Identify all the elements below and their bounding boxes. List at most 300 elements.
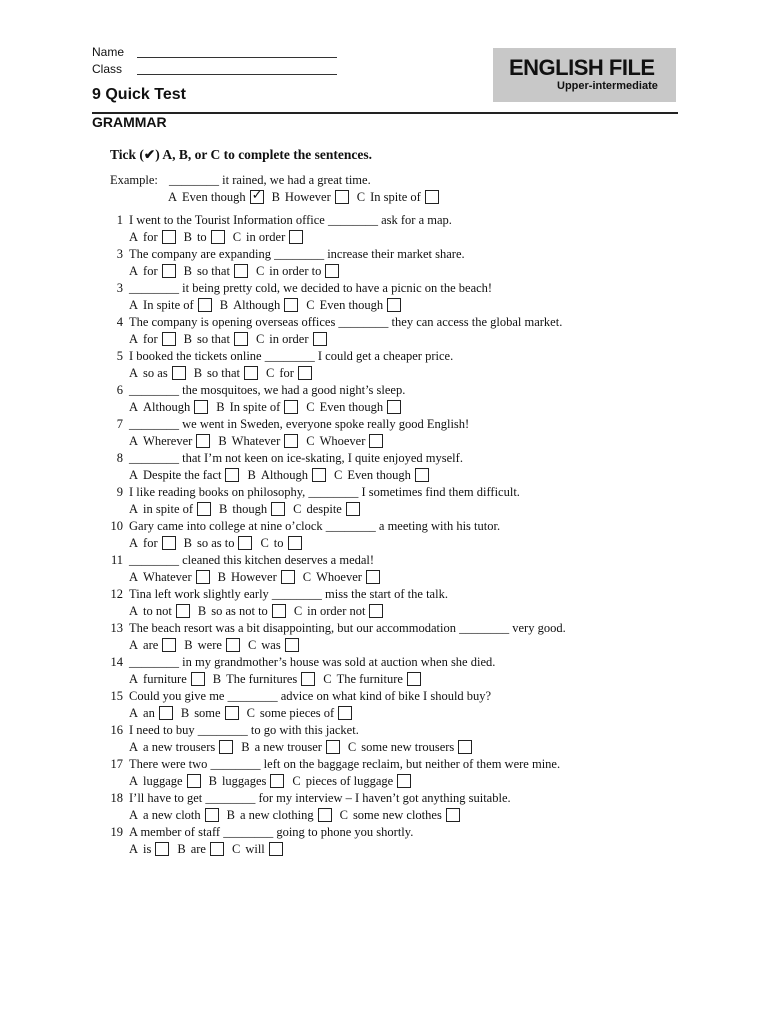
answer-checkbox[interactable] <box>387 400 401 414</box>
answer-checkbox[interactable] <box>407 672 421 686</box>
option-c <box>247 705 353 721</box>
option-label <box>168 189 246 205</box>
option-letter: C <box>334 468 343 482</box>
option-c <box>248 637 299 653</box>
answer-checkbox[interactable] <box>312 468 326 482</box>
option-a <box>129 229 176 245</box>
option-text: in order <box>269 332 309 346</box>
option-label <box>194 365 240 381</box>
option-label <box>129 365 168 381</box>
option-label <box>129 739 215 755</box>
option-letter: B <box>247 468 256 482</box>
option-b <box>209 773 285 789</box>
option-text: some new clothes <box>352 808 442 822</box>
answer-checkbox[interactable] <box>284 298 298 312</box>
option-c <box>232 841 283 857</box>
option-letter: B <box>193 366 203 380</box>
answer-checkbox[interactable] <box>284 434 298 448</box>
option-b <box>213 671 316 687</box>
option-b <box>181 705 239 721</box>
option-letter: C <box>255 332 265 346</box>
example-label: Example: <box>110 173 158 187</box>
option-text: Despite the fact <box>143 468 222 482</box>
option-label <box>129 705 155 721</box>
option-text: in order not <box>307 604 366 618</box>
question-text-line <box>104 518 500 534</box>
answer-checkbox[interactable] <box>387 298 401 312</box>
option-label <box>220 297 281 313</box>
section-title: GRAMMAR <box>92 114 167 130</box>
option-c <box>323 671 421 687</box>
option-label <box>129 807 201 823</box>
question-sentence: The company are expanding ________ increase their market share. <box>129 247 465 261</box>
option-text: despite <box>306 502 342 516</box>
answer-checkbox[interactable] <box>318 808 332 822</box>
answer-checkbox[interactable] <box>172 366 186 380</box>
question-number: 14 <box>110 655 123 669</box>
option-text: Even though <box>182 190 246 204</box>
example-options <box>168 189 447 205</box>
option-text: Although <box>260 468 309 482</box>
option-label <box>306 433 365 449</box>
option-label <box>129 637 158 653</box>
option-label <box>129 399 190 415</box>
option-label <box>129 501 193 517</box>
option-text: for <box>143 264 158 278</box>
answer-checkbox[interactable] <box>298 366 312 380</box>
option-letter: C <box>247 638 257 652</box>
option-c <box>233 229 304 245</box>
option-label <box>177 841 206 857</box>
option-text: luggage <box>143 774 183 788</box>
answer-checkbox[interactable] <box>301 672 315 686</box>
answer-checkbox[interactable] <box>234 264 248 278</box>
option-label <box>184 331 230 347</box>
option-text: furniture <box>143 672 187 686</box>
option-c <box>256 263 339 279</box>
question-sentence: ________ that I’m not keen on ice-skating, I quite enjoyed myself. <box>129 451 463 465</box>
option-label <box>306 399 383 415</box>
question-text-line <box>104 756 560 772</box>
question-options <box>129 841 291 857</box>
question-sentence: ________ the mosquitoes, we had a good night’s sleep. <box>129 383 406 397</box>
option-text: Even though <box>319 400 384 414</box>
option-c <box>260 535 301 551</box>
answer-checkbox[interactable] <box>244 366 258 380</box>
option-a <box>129 739 233 755</box>
option-letter: B <box>241 740 250 754</box>
question-sentence: I need to buy ________ to go with this jacket. <box>129 723 359 737</box>
option-label <box>184 535 235 551</box>
option-b <box>247 467 326 483</box>
option-letter: B <box>226 808 235 822</box>
class-field[interactable] <box>137 74 337 75</box>
answer-checkbox[interactable] <box>159 706 173 720</box>
option-label <box>129 535 158 551</box>
option-a <box>129 773 201 789</box>
option-letter: C <box>266 366 275 380</box>
answer-checkbox[interactable] <box>198 298 212 312</box>
answer-checkbox[interactable] <box>366 570 380 584</box>
question-options <box>129 229 311 245</box>
question-sentence: ________ cleaned this kitchen deserves a medal! <box>129 553 375 567</box>
option-letter: C <box>260 536 269 550</box>
option-a <box>129 365 186 381</box>
option-letter: A <box>129 332 139 346</box>
option-text: to <box>273 536 284 550</box>
option-letter: A <box>129 468 139 482</box>
option-letter: B <box>180 706 190 720</box>
option-label <box>129 467 221 483</box>
question-options <box>129 705 360 721</box>
page-title: 9 Quick Test <box>92 86 186 103</box>
answer-checkbox[interactable] <box>281 570 295 584</box>
option-c <box>292 773 411 789</box>
question-sentence: The company is opening overseas offices ________ they can access the global market. <box>129 315 563 329</box>
option-letter: C <box>306 400 315 414</box>
option-label <box>129 841 151 857</box>
answer-checkbox[interactable] <box>415 468 429 482</box>
option-b <box>220 297 299 313</box>
option-text: Even though <box>347 468 411 482</box>
option-text: some pieces of <box>259 706 335 720</box>
answer-checkbox[interactable] <box>271 502 285 516</box>
option-text: so that <box>196 264 230 278</box>
option-label <box>184 637 222 653</box>
option-a <box>129 705 173 721</box>
question-number: 3 <box>116 281 123 295</box>
answer-checkbox[interactable] <box>196 434 210 448</box>
class-label: Class <box>92 62 123 76</box>
option-text: for <box>143 536 158 550</box>
option-text: an <box>143 706 155 720</box>
option-letter: C <box>293 502 302 516</box>
answer-checkbox[interactable] <box>162 230 176 244</box>
option-text: are <box>143 638 159 652</box>
question-number: 6 <box>116 383 123 397</box>
option-letter: B <box>219 298 229 312</box>
answer-checkbox[interactable] <box>288 536 302 550</box>
option-label <box>292 773 393 789</box>
option-letter: A <box>129 570 139 584</box>
question-sentence: I’ll have to get ________ for my interview – I haven’t got anything suitable. <box>129 791 511 805</box>
option-text: However <box>284 190 331 204</box>
option-label <box>247 705 335 721</box>
brand-logo <box>493 48 676 102</box>
option-text: for <box>143 230 158 244</box>
answer-checkbox[interactable] <box>211 230 225 244</box>
question-text-line <box>104 450 463 466</box>
option-label <box>233 229 286 245</box>
option-c <box>256 331 327 347</box>
option-letter: C <box>293 604 303 618</box>
option-letter: B <box>217 570 226 584</box>
option-text: The furnitures <box>226 672 298 686</box>
answer-checkbox[interactable] <box>155 842 169 856</box>
question-text-line <box>104 654 495 670</box>
option-c <box>306 433 383 449</box>
option-a <box>129 671 205 687</box>
option-letter: A <box>129 672 139 686</box>
option-text: Whatever <box>231 434 281 448</box>
option-letter: B <box>212 672 222 686</box>
option-label <box>213 671 298 687</box>
checked-checkbox[interactable] <box>250 190 264 204</box>
answer-checkbox[interactable] <box>162 332 176 346</box>
instructions: Tick (✔) A, B, or C to complete the sentences. <box>110 147 373 162</box>
question-sentence: I booked the tickets online ________ I could get a cheaper price. <box>129 349 454 363</box>
example-sentence: ________ it rained, we had a great time. <box>169 173 371 187</box>
option-letter: C <box>292 774 301 788</box>
answer-checkbox[interactable] <box>197 502 211 516</box>
option-label <box>340 807 442 823</box>
option-text: to <box>196 230 207 244</box>
option-text: are <box>190 842 206 856</box>
option-label <box>184 263 230 279</box>
option-a <box>129 807 219 823</box>
option-label <box>260 535 283 551</box>
option-label <box>256 263 321 279</box>
option-text: Whatever <box>143 570 192 584</box>
answer-checkbox[interactable] <box>346 502 360 516</box>
option-label <box>129 569 192 585</box>
option-text: a new cloth <box>143 808 201 822</box>
name-field[interactable] <box>137 57 337 58</box>
option-c <box>306 297 401 313</box>
option-label <box>181 705 221 721</box>
option-label <box>184 229 207 245</box>
option-letter: B <box>183 332 192 346</box>
option-label <box>323 671 403 687</box>
option-text: some <box>194 706 221 720</box>
option-letter: A <box>129 502 139 516</box>
option-text: luggages <box>221 774 267 788</box>
question-sentence: Tina left work slightly early ________ miss the start of the talk. <box>129 587 448 601</box>
example-line <box>110 172 371 188</box>
option-text: some new trousers <box>361 740 455 754</box>
option-letter: B <box>177 842 186 856</box>
question-options <box>129 501 368 517</box>
option-text: Whoever <box>319 434 366 448</box>
option-letter: A <box>168 190 178 204</box>
option-b <box>218 433 298 449</box>
question-options <box>129 603 391 619</box>
option-text: However <box>230 570 277 584</box>
question-text-line <box>104 348 453 364</box>
question-text-line <box>104 382 405 398</box>
question-number: 16 <box>110 723 123 737</box>
answer-checkbox[interactable] <box>176 604 190 618</box>
option-text: so as <box>143 366 168 380</box>
question-text-line <box>104 280 492 296</box>
option-c <box>294 603 384 619</box>
answer-checkbox[interactable] <box>238 536 252 550</box>
question-text-line <box>104 416 469 432</box>
answer-checkbox[interactable] <box>369 604 383 618</box>
option-letter: B <box>197 604 207 618</box>
question-sentence: There were two ________ left on the baggage reclaim, but neither of them were mine. <box>129 757 561 771</box>
answer-checkbox[interactable] <box>272 604 286 618</box>
answer-checkbox[interactable] <box>425 190 439 204</box>
answer-checkbox[interactable] <box>162 536 176 550</box>
question-options <box>129 263 347 279</box>
option-text: Wherever <box>143 434 193 448</box>
option-text: is <box>143 842 152 856</box>
option-letter: C <box>306 298 315 312</box>
option-letter: A <box>129 298 139 312</box>
answer-checkbox[interactable] <box>284 400 298 414</box>
option-c <box>340 807 460 823</box>
answer-checkbox[interactable] <box>325 264 339 278</box>
option-text: Although <box>143 400 191 414</box>
answer-checkbox[interactable] <box>205 808 219 822</box>
option-label <box>256 331 309 347</box>
question-sentence: ________ it being pretty cold, we decided to have a picnic on the beach! <box>129 281 493 295</box>
question-sentence: The beach resort was a bit disappointing, but our accommodation ________ very good. <box>129 621 566 635</box>
question-text-line <box>104 790 511 806</box>
option-b <box>184 229 225 245</box>
option-a <box>129 467 239 483</box>
option-a <box>129 637 176 653</box>
question-sentence: ________ in my grandmother’s house was sold at auction when she died. <box>129 655 496 669</box>
answer-checkbox[interactable] <box>326 740 340 754</box>
answer-checkbox[interactable] <box>313 332 327 346</box>
answer-checkbox[interactable] <box>397 774 411 788</box>
option-letter: C <box>302 570 312 584</box>
option-b <box>194 365 258 381</box>
option-text: was <box>261 638 281 652</box>
answer-checkbox[interactable] <box>289 230 303 244</box>
answer-checkbox[interactable] <box>194 400 208 414</box>
answer-checkbox[interactable] <box>210 842 224 856</box>
option-label <box>266 365 294 381</box>
answer-checkbox[interactable] <box>285 638 299 652</box>
option-b <box>198 603 286 619</box>
question-options <box>129 637 307 653</box>
answer-checkbox[interactable] <box>219 740 233 754</box>
option-label <box>129 773 183 789</box>
option-b <box>218 569 295 585</box>
question-options <box>129 807 468 823</box>
option-letter: C <box>339 808 348 822</box>
option-letter: C <box>306 434 315 448</box>
option-letter: A <box>129 740 139 754</box>
option-letter: A <box>129 842 139 856</box>
option-b <box>272 189 349 205</box>
option-label <box>129 297 194 313</box>
answer-checkbox[interactable] <box>162 264 176 278</box>
answer-checkbox[interactable] <box>270 774 284 788</box>
option-text: in order to <box>269 264 322 278</box>
option-c <box>348 739 472 755</box>
option-letter: C <box>232 230 242 244</box>
answer-checkbox[interactable] <box>225 706 239 720</box>
option-label <box>218 569 277 585</box>
option-letter: A <box>129 638 139 652</box>
option-letter: C <box>246 706 255 720</box>
question-text-line <box>104 586 448 602</box>
option-text: were <box>197 638 222 652</box>
option-letter: B <box>218 434 227 448</box>
option-text: a new clothing <box>240 808 314 822</box>
option-text: so as to <box>196 536 235 550</box>
answer-checkbox[interactable] <box>234 332 248 346</box>
option-a <box>129 297 212 313</box>
option-label <box>219 501 267 517</box>
question-sentence: A member of staff ________ going to phone you shortly. <box>129 825 414 839</box>
option-text: a new trouser <box>254 740 322 754</box>
answer-checkbox[interactable] <box>187 774 201 788</box>
header-divider <box>92 112 678 114</box>
option-c <box>293 501 360 517</box>
answer-checkbox[interactable] <box>191 672 205 686</box>
option-c <box>334 467 429 483</box>
question-sentence: I like reading books on philosophy, ________ I sometimes find them difficult. <box>129 485 520 499</box>
answer-checkbox[interactable] <box>458 740 472 754</box>
question-text-line <box>104 314 562 330</box>
option-label <box>348 739 454 755</box>
answer-checkbox[interactable] <box>338 706 352 720</box>
option-text: In spite of <box>370 190 421 204</box>
answer-checkbox[interactable] <box>162 638 176 652</box>
option-letter: B <box>183 264 192 278</box>
option-label <box>272 189 331 205</box>
question-options <box>129 773 419 789</box>
question-text-line <box>104 552 374 568</box>
question-number: 18 <box>110 791 123 805</box>
question-number: 5 <box>116 349 123 363</box>
question-options <box>129 399 409 415</box>
answer-checkbox[interactable] <box>225 468 239 482</box>
option-letter: B <box>208 774 217 788</box>
answer-checkbox[interactable] <box>269 842 283 856</box>
option-text: so that <box>196 332 230 346</box>
option-b <box>184 535 253 551</box>
name-label: Name <box>92 45 125 59</box>
option-label <box>241 739 322 755</box>
option-b <box>184 331 248 347</box>
option-text: pieces of luggage <box>305 774 394 788</box>
option-b <box>177 841 224 857</box>
option-letter: B <box>183 536 192 550</box>
question-options <box>129 331 335 347</box>
question-number: 17 <box>110 757 123 771</box>
question-text-line <box>104 212 452 228</box>
option-a <box>129 535 176 551</box>
answer-checkbox[interactable] <box>196 570 210 584</box>
option-label <box>129 263 158 279</box>
question-options <box>129 569 388 585</box>
question-number: 8 <box>116 451 123 465</box>
option-b <box>219 501 285 517</box>
option-text: so that <box>207 366 241 380</box>
answer-checkbox[interactable] <box>335 190 349 204</box>
option-label <box>334 467 411 483</box>
brand-level: Upper-intermediate <box>557 80 658 92</box>
answer-checkbox[interactable] <box>369 434 383 448</box>
question-number: 3 <box>116 247 123 261</box>
answer-checkbox[interactable] <box>446 808 460 822</box>
option-c <box>303 569 380 585</box>
option-text: in order <box>246 230 286 244</box>
option-label <box>293 501 342 517</box>
option-letter: B <box>184 638 193 652</box>
option-c <box>306 399 401 415</box>
answer-checkbox[interactable] <box>226 638 240 652</box>
option-text: Even though <box>319 298 384 312</box>
question-options <box>129 365 320 381</box>
option-a <box>129 331 176 347</box>
